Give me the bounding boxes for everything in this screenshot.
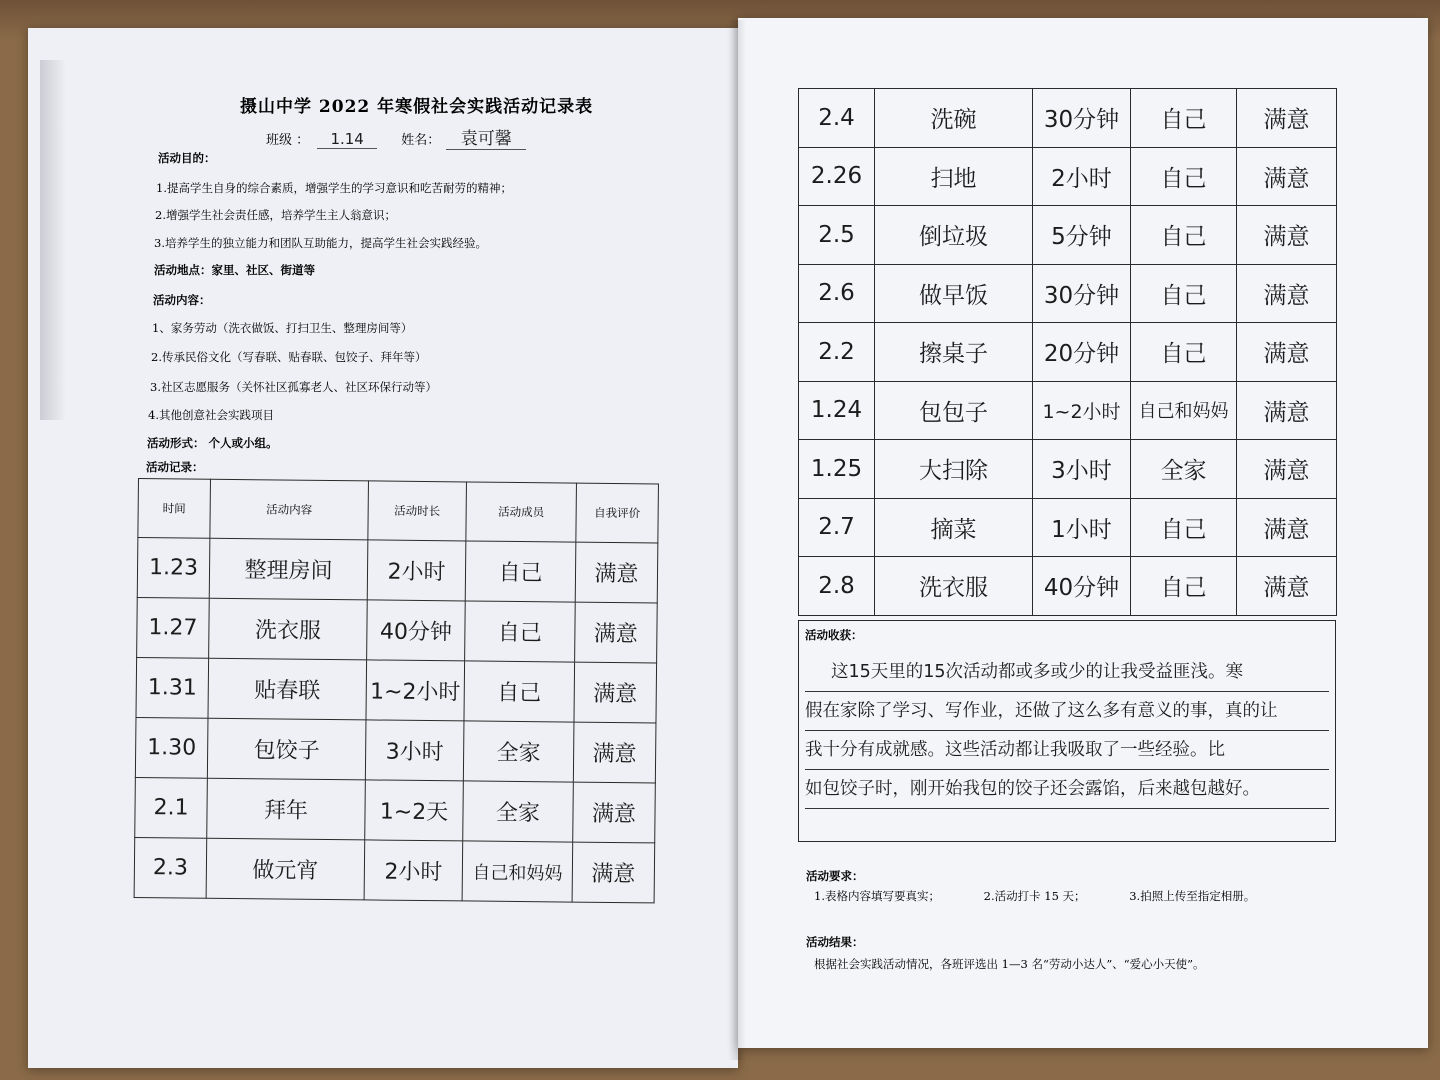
cell-activity: 做早饭 [875, 264, 1033, 323]
cell-evaluation: 满意 [1237, 498, 1337, 557]
cell-date: 2.26 [799, 147, 875, 206]
purpose-label: 活动目的： [158, 151, 216, 165]
cell-date: 2.3 [134, 837, 207, 898]
activity-table-right [798, 88, 1337, 616]
table-row [799, 264, 1337, 323]
cell-evaluation: 满意 [574, 662, 657, 723]
cell-activity: 倒垃圾 [875, 206, 1033, 265]
cell-members: 自己和妈妈 [462, 841, 573, 902]
cell-members: 自己 [464, 661, 575, 722]
harvest-line: 如包饺子时，刚开始我包的饺子还会露馅，后来越包越好。 [805, 770, 1329, 809]
cell-date: 2.1 [135, 777, 208, 838]
form-title: 摄山中学 2022 年寒假社会实践活动记录表 [240, 97, 594, 117]
cell-date: 1.24 [799, 381, 875, 440]
cell-evaluation: 满意 [1237, 206, 1337, 265]
content-item: 2.传承民俗文化（写春联、贴春联、包饺子、拜年等） [151, 350, 427, 364]
cell-evaluation: 满意 [1237, 323, 1337, 382]
header-content: 活动内容 [210, 479, 369, 540]
cell-duration: 30分钟 [1033, 89, 1131, 148]
page-fold [728, 20, 746, 1060]
cell-date: 1.23 [137, 538, 210, 599]
cell-evaluation: 满意 [573, 782, 656, 843]
table-row [137, 538, 658, 603]
cell-members: 全家 [1131, 440, 1237, 499]
name-value: 袁可馨 [446, 124, 526, 150]
cell-activity: 做元宵 [206, 838, 365, 900]
cell-activity: 包包子 [875, 381, 1033, 440]
cell-members: 自己 [465, 601, 576, 662]
table-row [799, 440, 1337, 499]
cell-evaluation: 满意 [1237, 89, 1337, 148]
cell-duration: 2小时 [364, 840, 463, 901]
cell-members: 自己 [1131, 147, 1237, 206]
cell-members: 自己 [1131, 206, 1237, 265]
cell-activity: 洗衣服 [209, 598, 368, 660]
cell-activity: 拜年 [207, 778, 366, 840]
cell-members: 全家 [463, 721, 574, 782]
header-time: 时间 [138, 479, 211, 539]
cell-members: 自己 [465, 541, 576, 602]
cell-date: 1.30 [135, 717, 208, 778]
cell-members: 全家 [463, 781, 574, 842]
form-label: 活动形式： 个人或小组。 [147, 436, 278, 450]
result-text: 根据社会实践活动情况，各班评选出 1—3 名“劳动小达人”、“爱心小天使”。 [814, 957, 1205, 971]
cell-activity: 扫地 [875, 147, 1033, 206]
cell-duration: 1小时 [1033, 498, 1131, 557]
table-row [136, 657, 657, 722]
table-row [137, 597, 658, 662]
cell-duration: 40分钟 [1033, 557, 1131, 616]
cell-date: 1.31 [136, 657, 209, 718]
cell-members: 自己 [1131, 498, 1237, 557]
class-name-row [266, 124, 526, 150]
cell-evaluation: 满意 [573, 722, 656, 783]
page-shadow [40, 60, 66, 420]
cell-evaluation: 满意 [1237, 557, 1337, 616]
header-duration: 活动时长 [368, 481, 467, 541]
purpose-item: 1.提高学生自身的综合素质，增强学生的学习意识和吃苦耐劳的精神； [156, 181, 512, 195]
cell-duration: 1~2小时 [366, 660, 465, 721]
cell-members: 自己 [1131, 323, 1237, 382]
name-label: 姓名： [401, 133, 441, 148]
class-label: 班级 ： [266, 133, 310, 148]
cell-date: 1.25 [799, 440, 875, 499]
cell-date: 2.6 [799, 264, 875, 323]
harvest-label: 活动收获： [805, 628, 863, 642]
cell-members: 自己 [1131, 89, 1237, 148]
location-label: 活动地点：家里、社区、街道等 [154, 263, 315, 277]
result-label: 活动结果： [806, 935, 864, 949]
harvest-line: 假在家除了学习、写作业，还做了这么多有意义的事，真的让 [805, 692, 1329, 731]
cell-members: 自己 [1131, 557, 1237, 616]
requirement-item: 1.表格内容填写要真实； [814, 889, 940, 903]
cell-date: 1.27 [137, 597, 210, 658]
harvest-box [798, 620, 1336, 842]
cell-activity: 整理房间 [209, 538, 368, 600]
requirement-item: 3.拍照上传至指定相册。 [1129, 889, 1256, 903]
cell-evaluation: 满意 [1237, 264, 1337, 323]
table-row [799, 381, 1337, 440]
cell-date: 2.4 [799, 89, 875, 148]
cell-duration: 1~2天 [365, 780, 464, 841]
table-row [799, 323, 1337, 382]
cell-evaluation: 满意 [575, 542, 658, 603]
cell-duration: 30分钟 [1033, 264, 1131, 323]
cell-duration: 5分钟 [1033, 206, 1131, 265]
table-row [135, 777, 656, 842]
table-row [135, 717, 656, 782]
cell-evaluation: 满意 [1237, 440, 1337, 499]
cell-duration: 40分钟 [367, 600, 466, 661]
cell-evaluation: 满意 [572, 842, 655, 903]
cell-members: 自己和妈妈 [1131, 381, 1237, 440]
cell-activity: 贴春联 [208, 658, 367, 720]
cell-activity: 擦桌子 [875, 323, 1033, 382]
harvest-line: 这15天里的15次活动都或多或少的让我受益匪浅。寒 [805, 653, 1329, 692]
table-row [799, 89, 1337, 148]
cell-activity: 摘菜 [875, 498, 1033, 557]
record-label: 活动记录： [146, 460, 204, 474]
cell-evaluation: 满意 [1237, 147, 1337, 206]
cell-duration: 20分钟 [1033, 323, 1131, 382]
cell-evaluation: 满意 [575, 602, 658, 663]
requirements-list [814, 888, 1295, 904]
cell-date: 2.5 [799, 206, 875, 265]
harvest-line: 我十分有成就感。这些活动都让我吸取了一些经验。比 [805, 731, 1329, 770]
class-value: 1.14 [317, 130, 377, 149]
table-row [799, 498, 1337, 557]
activity-table-left [134, 478, 659, 903]
cell-duration: 2小时 [367, 540, 466, 601]
cell-evaluation: 满意 [1237, 381, 1337, 440]
cell-date: 2.7 [799, 498, 875, 557]
cell-date: 2.2 [799, 323, 875, 382]
table-row [799, 206, 1337, 265]
cell-duration: 1~2小时 [1033, 381, 1131, 440]
cell-activity: 洗碗 [875, 89, 1033, 148]
table-row [799, 557, 1337, 616]
cell-duration: 3小时 [1033, 440, 1131, 499]
requirement-item: 2.活动打卡 15 天； [983, 889, 1086, 903]
cell-duration: 2小时 [1033, 147, 1131, 206]
cell-date: 2.8 [799, 557, 875, 616]
cell-activity: 包饺子 [207, 718, 366, 780]
cell-activity: 大扫除 [875, 440, 1033, 499]
requirements-label: 活动要求： [806, 869, 864, 883]
table-row [799, 147, 1337, 206]
table-row [134, 837, 655, 902]
content-item: 4.其他创意社会实践项目 [148, 408, 274, 422]
cell-duration: 3小时 [365, 720, 464, 781]
purpose-item: 3.培养学生的独立能力和团队互助能力，提高学生社会实践经验。 [154, 236, 487, 250]
header-members: 活动成员 [466, 482, 577, 542]
content-label: 活动内容： [153, 293, 211, 307]
header-evaluation: 自我评价 [576, 483, 659, 543]
purpose-item: 2.增强学生社会责任感，培养学生主人翁意识； [155, 208, 396, 222]
table-header-row [138, 479, 659, 543]
content-item: 3.社区志愿服务（关怀社区孤寡老人、社区环保行动等） [150, 380, 437, 394]
cell-activity: 洗衣服 [875, 557, 1033, 616]
harvest-text [805, 653, 1329, 809]
content-item: 1、家务劳动（洗衣做饭、打扫卫生、整理房间等） [152, 321, 413, 335]
cell-members: 自己 [1131, 264, 1237, 323]
